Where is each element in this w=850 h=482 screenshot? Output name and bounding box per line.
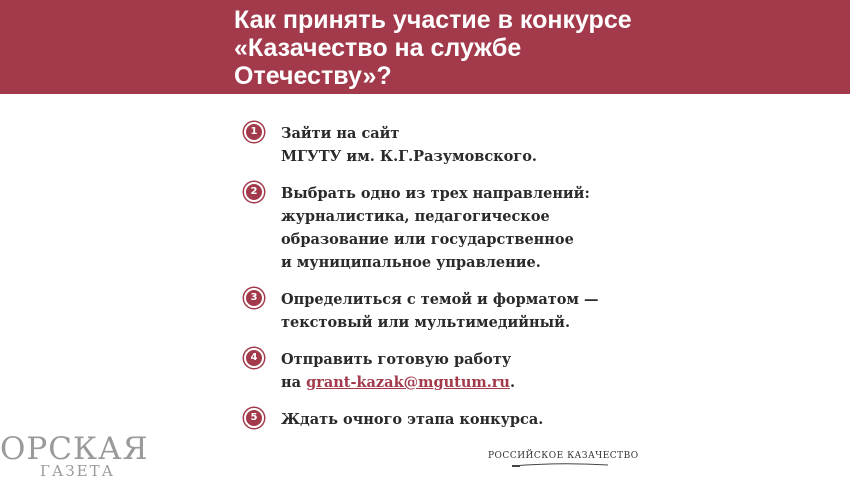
step-number-badge: 1 <box>244 122 264 142</box>
watermark-top: ОРСКАЯ <box>0 431 149 467</box>
step-1 <box>244 122 804 168</box>
step-number-badge: 3 <box>244 288 264 308</box>
step-text: журналистика, педагогическое <box>281 208 550 225</box>
step-text: Отправить готовую работу <box>281 351 512 368</box>
email-suffix: . <box>509 374 516 391</box>
step-text: МГУТУ им. К.Г.Разумовского. <box>281 148 537 165</box>
step-4 <box>244 348 804 394</box>
email-prefix: на <box>281 374 307 391</box>
step-5 <box>244 408 804 431</box>
watermark-bottom: ГАЗЕТА <box>40 462 115 480</box>
step-text: и муниципальное управление. <box>281 254 541 271</box>
title-line-1: Как принять участие в конкурсе <box>234 6 632 34</box>
title-line-2: «Казачество на службе <box>234 34 522 62</box>
page-title <box>234 6 834 90</box>
steps-list <box>244 122 804 431</box>
step-text: текстовый или мультимедийный. <box>281 314 570 331</box>
header-banner <box>0 0 850 94</box>
step-text-email-line <box>281 371 804 394</box>
step-text: Ждать очного этапа конкурса. <box>281 411 544 428</box>
step-text: образование или государственное <box>281 231 574 248</box>
title-line-3: Отечеству»? <box>234 62 392 90</box>
step-text: Выбрать одно из трех направлений: <box>281 185 590 202</box>
step-text: Зайти на сайт <box>281 125 400 142</box>
step-number-badge: 4 <box>244 348 264 368</box>
step-2 <box>244 182 804 274</box>
step-text: Определиться с темой и форматом — <box>281 291 599 308</box>
step-number-badge: 2 <box>244 182 264 202</box>
brand-logo-text: РОССИЙСКОЕ КАЗАЧЕСТВО <box>488 451 639 461</box>
saber-icon <box>510 462 610 468</box>
email-link[interactable]: grant-kazak@mgutum.ru <box>306 374 510 391</box>
step-number-badge: 5 <box>244 408 264 428</box>
step-3 <box>244 288 804 334</box>
